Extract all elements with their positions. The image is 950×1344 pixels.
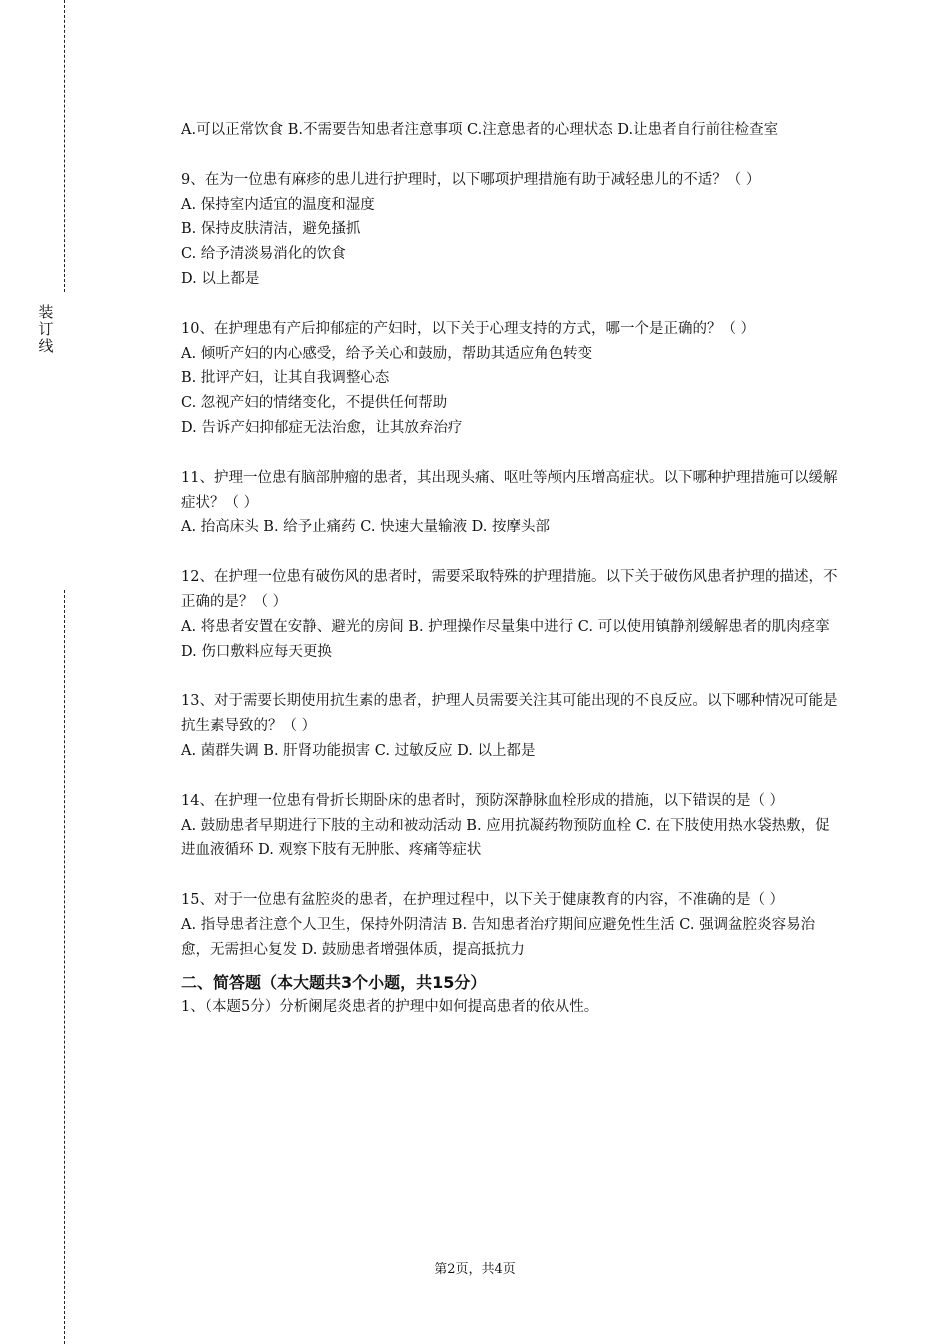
option: A. 指导患者注意个人卫生，保持外阴清洁 B. 告知患者治疗期间应避免性生活 C. 强调盆腔炎容易治愈，无需担心复发 D. 鼓励患者增强体质，提高抵抗力: [181, 916, 816, 958]
option: B. 保持皮肤清洁，避免搔抓: [181, 221, 361, 238]
option: A. 倾听产妇的内心感受，给予关心和鼓励，帮助其适应角色转变: [181, 345, 593, 362]
question-stem: 11、护理一位患有脑部肿瘤的患者，其出现头痛、呕吐等颅内压增高症状。以下哪种护理措施可以缓解症状？（ ）: [181, 469, 838, 511]
question-stem: 14、在护理一位患有骨折长期卧床的患者时，预防深静脉血栓形成的措施，以下错误的是（ ）: [181, 792, 785, 809]
question-10: [181, 317, 841, 441]
question-stem: 15、对于一位患有盆腔炎的患者，在护理过程中，以下关于健康教育的内容，不准确的是（ ）: [181, 892, 785, 909]
option: D. 以上都是: [181, 270, 260, 287]
question-stem: 12、在护理一位患有破伤风的患者时，需要采取特殊的护理措施。以下关于破伤风患者护理的描述，不正确的是？（ ）: [181, 569, 838, 610]
option: D. 告诉产妇抑郁症无法治愈，让其放弃治疗: [181, 419, 463, 436]
exam-content: [181, 118, 841, 1019]
page-footer: 第2页，共4页: [434, 1262, 516, 1277]
option: A. 保持室内适宜的温度和湿度: [181, 196, 375, 213]
question-14: [181, 789, 841, 863]
question-13: [181, 689, 841, 763]
binding-line-top: [64, 0, 65, 292]
section-title: 二、简答题（本大题共3个小题，共15分）: [181, 972, 487, 992]
question-15: [181, 888, 841, 962]
option: A. 鼓励患者早期进行下肢的主动和被动活动 B. 应用抗凝药物预防血栓 C. 在下肢使用热水袋热敷，促进血液循环 D. 观察下肢有无肿胀、疼痛等症状: [181, 817, 830, 859]
q8-options-text: A.可以正常饮食 B.不需要告知患者注意事项 C.注意患者的心理状态 D.让患者自行前往检查室: [181, 122, 779, 138]
option: A. 将患者安置在安静、避光的房间 B. 护理操作尽量集中进行 C. 可以使用镇静剂缓解患者的肌肉痉挛 D. 伤口敷料应每天更换: [181, 618, 830, 660]
short-answer-question-1: 1、（本题5分）分析阑尾炎患者的护理中如何提高患者的依从性。: [181, 998, 599, 1015]
question-9: [181, 168, 841, 292]
question-stem: 13、对于需要长期使用抗生素的患者，护理人员需要关注其可能出现的不良反应。以下哪种情况可能是抗生素导致的？（ ）: [181, 693, 838, 735]
question-stem: 10、在护理患有产后抑郁症的产妇时，以下关于心理支持的方式，哪一个是正确的？（ ）: [181, 320, 756, 337]
question-12: [181, 565, 841, 664]
question-11: [181, 466, 841, 540]
question-8-options: [181, 118, 841, 143]
option: C. 忽视产妇的情绪变化，不提供任何帮助: [181, 395, 448, 412]
option: A. 抬高床头 B. 给予止痛药 C. 快速大量输液 D. 按摩头部: [181, 519, 551, 536]
option: A. 菌群失调 B. 肝肾功能损害 C. 过敏反应 D. 以上都是: [181, 742, 536, 759]
option: C. 给予清淡易消化的饮食: [181, 246, 346, 263]
option: B. 批评产妇，让其自我调整心态: [181, 370, 390, 387]
binding-line-bottom: [64, 590, 65, 1344]
binding-label: 装订线: [38, 303, 54, 355]
question-stem: 9、在为一位患有麻疹的患儿进行护理时，以下哪项护理措施有助于减轻患儿的不适？（ ）: [181, 171, 761, 188]
